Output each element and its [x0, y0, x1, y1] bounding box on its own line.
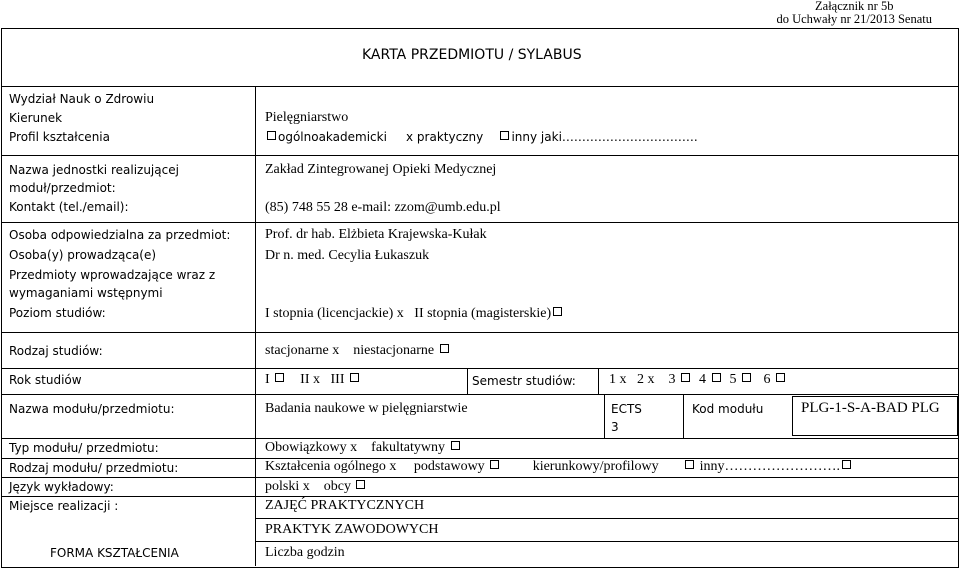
type-optional: fakultatywny — [371, 440, 446, 455]
contact-value: (85) 748 55 28 e-mail: zzom@umb.edu.pl — [265, 200, 501, 215]
responsible-label: Osoba odpowiedzialna za przedmiot: — [9, 228, 231, 242]
semester-2: 2 x — [637, 372, 655, 387]
divider — [1, 496, 958, 497]
module-type-options — [265, 440, 462, 456]
direction-value: Pielęgniarstwo — [265, 110, 349, 125]
checkbox-icon[interactable] — [356, 480, 365, 489]
ects-value: 3 — [611, 420, 619, 434]
lecturer-value: Dr n. med. Cecylia Łukaszuk — [265, 248, 430, 263]
code-divider — [683, 394, 684, 438]
kind-general: Kształcenia ogólnego x — [265, 459, 397, 474]
education-form-label: FORMA KSZTAŁCENIA — [50, 546, 179, 560]
module-kind-label: Rodzaj modułu/ przedmiotu: — [9, 461, 179, 475]
module-value: Badania naukowe w pielęgniarstwie — [265, 401, 468, 416]
profile-practical: x praktyczny — [406, 130, 484, 144]
checkbox-icon[interactable] — [712, 373, 721, 382]
language-label: Język wykładowy: — [9, 480, 114, 494]
divider — [1, 222, 958, 223]
checkbox-icon[interactable] — [553, 307, 562, 316]
language-options — [265, 479, 367, 495]
mode-full-time: stacjonarne x — [265, 343, 340, 358]
module-label: Nazwa modułu/przedmiotu: — [9, 402, 175, 416]
checkbox-icon[interactable] — [685, 460, 694, 469]
year-options — [265, 372, 361, 388]
semester-divider — [467, 368, 468, 394]
page-title: KARTA PRZEDMIOTU / SYLABUS — [362, 47, 582, 63]
semester-6: 6 — [763, 372, 771, 387]
module-type-label: Typ modułu/ przedmiotu: — [9, 441, 159, 455]
level-label: Poziom studiów: — [9, 306, 106, 320]
divider — [1, 155, 958, 156]
study-mode-options — [265, 343, 451, 359]
profile-options — [265, 129, 698, 145]
checkbox-icon[interactable] — [681, 373, 690, 382]
faculty-name: Wydział Nauk o Zdrowiu — [9, 92, 155, 106]
semester-4: 4 — [699, 372, 706, 387]
checkbox-icon[interactable] — [440, 344, 449, 353]
profile-general-academic: ogólnoakademicki — [278, 130, 387, 144]
study-mode-label: Rodzaj studiów: — [9, 344, 103, 358]
prerequisites-label-line1: Przedmioty wprowadzające wraz z — [9, 268, 216, 282]
divider — [1, 86, 958, 87]
level-second-cycle: II stopnia (magisterskie) — [414, 306, 552, 321]
year-second: II x — [300, 372, 320, 387]
checkbox-icon[interactable] — [500, 131, 509, 140]
kind-directional: kierunkowy/profilowy — [532, 459, 659, 474]
column-divider — [255, 86, 256, 566]
type-mandatory: Obowiązkowy x — [265, 440, 358, 455]
divider — [1, 368, 958, 369]
contact-label: Kontakt (tel./email): — [9, 200, 129, 214]
checkbox-icon[interactable] — [350, 373, 359, 382]
level-options — [265, 306, 564, 322]
ects-divider — [604, 394, 605, 438]
year-label: Rok studiów — [9, 373, 82, 387]
checkbox-icon[interactable] — [267, 131, 276, 140]
semester-divider — [598, 368, 599, 394]
checkbox-icon[interactable] — [842, 460, 851, 469]
module-kind-options — [265, 459, 853, 475]
prerequisites-label-line2: wymaganiami wstępnymi — [9, 286, 163, 300]
semester-3: 3 — [668, 372, 676, 387]
attachment-note — [776, 0, 932, 26]
divider — [1, 332, 958, 333]
checkbox-icon[interactable] — [742, 373, 751, 382]
unit-label-line1: Nazwa jednostki realizującej — [9, 163, 179, 177]
kind-basic: podstawowy — [413, 459, 485, 474]
ects-label: ECTS — [611, 402, 642, 416]
semester-options — [609, 372, 787, 388]
place-practical-classes: ZAJĘĆ PRAKTYCZNYCH — [265, 498, 425, 513]
hours-label: Liczba godzin — [265, 545, 345, 560]
resolution-reference: do Uchwały nr 21/2013 Senatu — [776, 12, 932, 26]
divider — [1, 394, 958, 395]
level-first-cycle: I stopnia (licencjackie) x — [265, 306, 404, 321]
language-polish: polski x — [265, 479, 310, 494]
checkbox-icon[interactable] — [776, 373, 785, 382]
place-label: Miejsce realizacji : — [9, 499, 119, 513]
checkbox-icon[interactable] — [451, 441, 460, 450]
unit-label-line2: moduł/przedmiot: — [9, 181, 116, 195]
profile-label: Profil kształcenia — [9, 130, 110, 144]
semester-5: 5 — [729, 372, 737, 387]
direction-label: Kierunek — [9, 111, 63, 125]
mode-part-time: niestacjonarne — [353, 343, 435, 358]
kind-other: inny……………………. — [699, 459, 841, 474]
year-third: III — [330, 372, 345, 387]
checkbox-icon[interactable] — [490, 460, 499, 469]
unit-value: Zakład Zintegrowanej Opieki Medycznej — [265, 162, 497, 177]
responsible-value: Prof. dr hab. Elżbieta Krajewska-Kułak — [265, 227, 487, 242]
semester-1: 1 x — [609, 372, 627, 387]
place-professional-practice: PRAKTYK ZAWODOWYCH — [265, 522, 439, 537]
divider — [255, 518, 958, 519]
checkbox-icon[interactable] — [275, 373, 284, 382]
profile-other: inny jaki……………………………. — [511, 130, 698, 144]
module-code-value: PLG-1-S-A-BAD PLG — [801, 400, 940, 416]
lecturer-label: Osoba(y) prowadząca(e) — [9, 248, 157, 262]
divider — [1, 438, 958, 439]
language-foreign: obcy — [323, 479, 351, 494]
attachment-number: Załącznik nr 5b — [815, 0, 894, 13]
divider — [1, 477, 958, 478]
divider — [255, 541, 958, 542]
semester-label: Semestr studiów: — [472, 374, 576, 388]
module-code-label: Kod modułu — [692, 402, 764, 416]
year-first: I — [265, 372, 270, 387]
